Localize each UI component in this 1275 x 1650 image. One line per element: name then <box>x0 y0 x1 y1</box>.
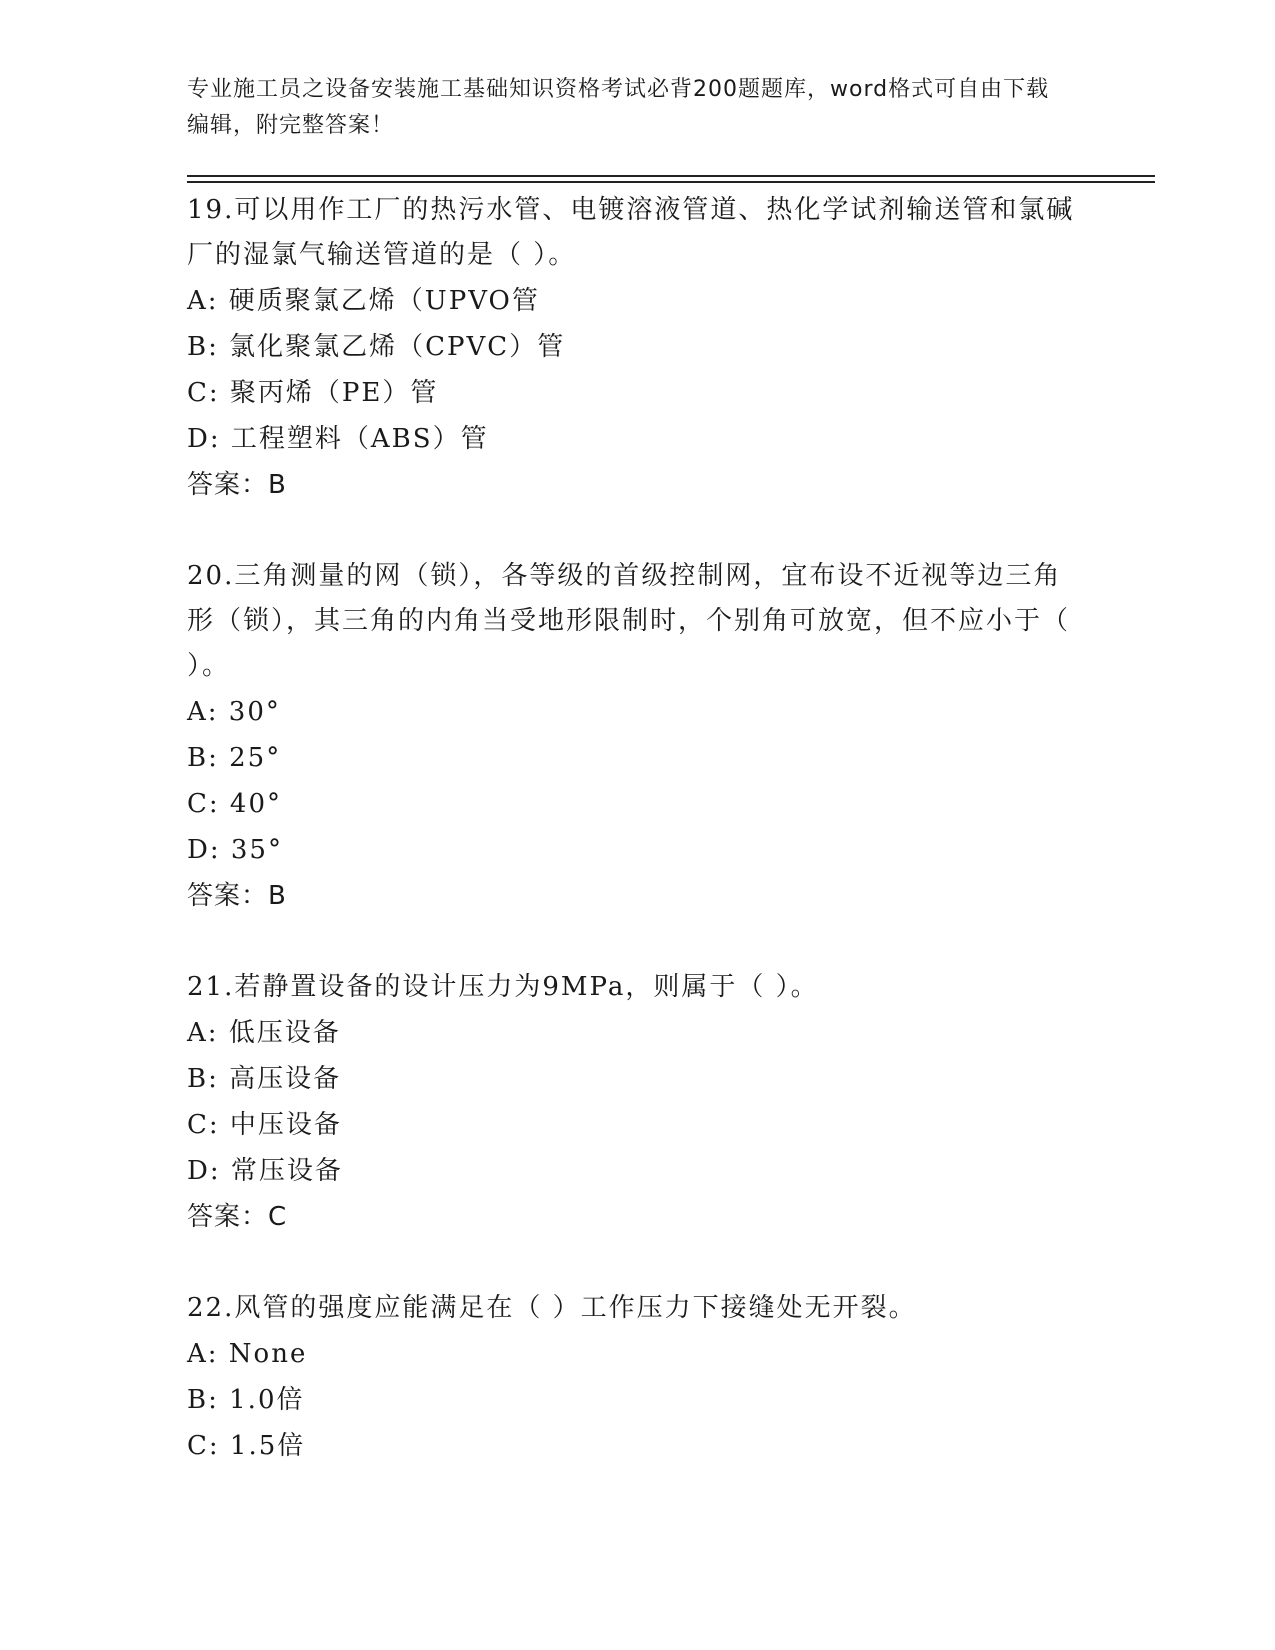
answer: 答案：B <box>187 470 287 500</box>
option-a: A: None <box>187 1339 308 1369</box>
question-text: 22.风管的强度应能满足在（ ）工作压力下接缝处无开裂。 <box>187 1293 917 1323</box>
header-divider-bottom <box>187 181 1155 183</box>
option-a: A: 30° <box>187 697 281 727</box>
document-header: 专业施工员之设备安装施工基础知识资格考试必背200题题库，word格式可自由下载编辑，附完整答案！ <box>187 77 1050 138</box>
option-c: C: 1.5倍 <box>187 1431 306 1461</box>
option-b: B: 高压设备 <box>187 1064 342 1094</box>
question-text: 19.可以用作工厂的热污水管、电镀溶液管道、热化学试剂输送管和氯碱厂的湿氯气输送管道的是（ ）。 <box>187 195 1075 270</box>
option-a: A: 硬质聚氯乙烯（UPVO管 <box>187 286 540 316</box>
option-b: B: 1.0倍 <box>187 1385 305 1415</box>
question-20 <box>187 554 1087 919</box>
question-21 <box>187 965 1087 1240</box>
option-a: A: 低压设备 <box>187 1018 341 1048</box>
question-22 <box>187 1286 1087 1469</box>
option-c: C: 中压设备 <box>187 1110 342 1140</box>
question-text: 21.若静置设备的设计压力为9MPa，则属于（ ）。 <box>187 972 819 1002</box>
question-19 <box>187 188 1087 508</box>
option-d: D: 常压设备 <box>187 1156 343 1186</box>
option-c: C: 40° <box>187 789 283 819</box>
option-b: B: 25° <box>187 743 282 773</box>
option-b: B: 氯化聚氯乙烯（CPVC）管 <box>187 332 566 362</box>
option-d: D: 35° <box>187 835 283 865</box>
option-d: D: 工程塑料（ABS）管 <box>187 424 489 454</box>
answer: 答案：B <box>187 881 287 911</box>
question-list <box>187 188 1087 1515</box>
answer: 答案：C <box>187 1202 288 1232</box>
option-c: C: 聚丙烯（PE）管 <box>187 378 439 408</box>
header-divider-top <box>187 175 1155 177</box>
question-text: 20.三角测量的网（锁），各等级的首级控制网，宜布设不近视等边三角形（锁），其三角的内角当受地形限制时，个别角可放宽，但不应小于（ ）。 <box>187 561 1071 681</box>
